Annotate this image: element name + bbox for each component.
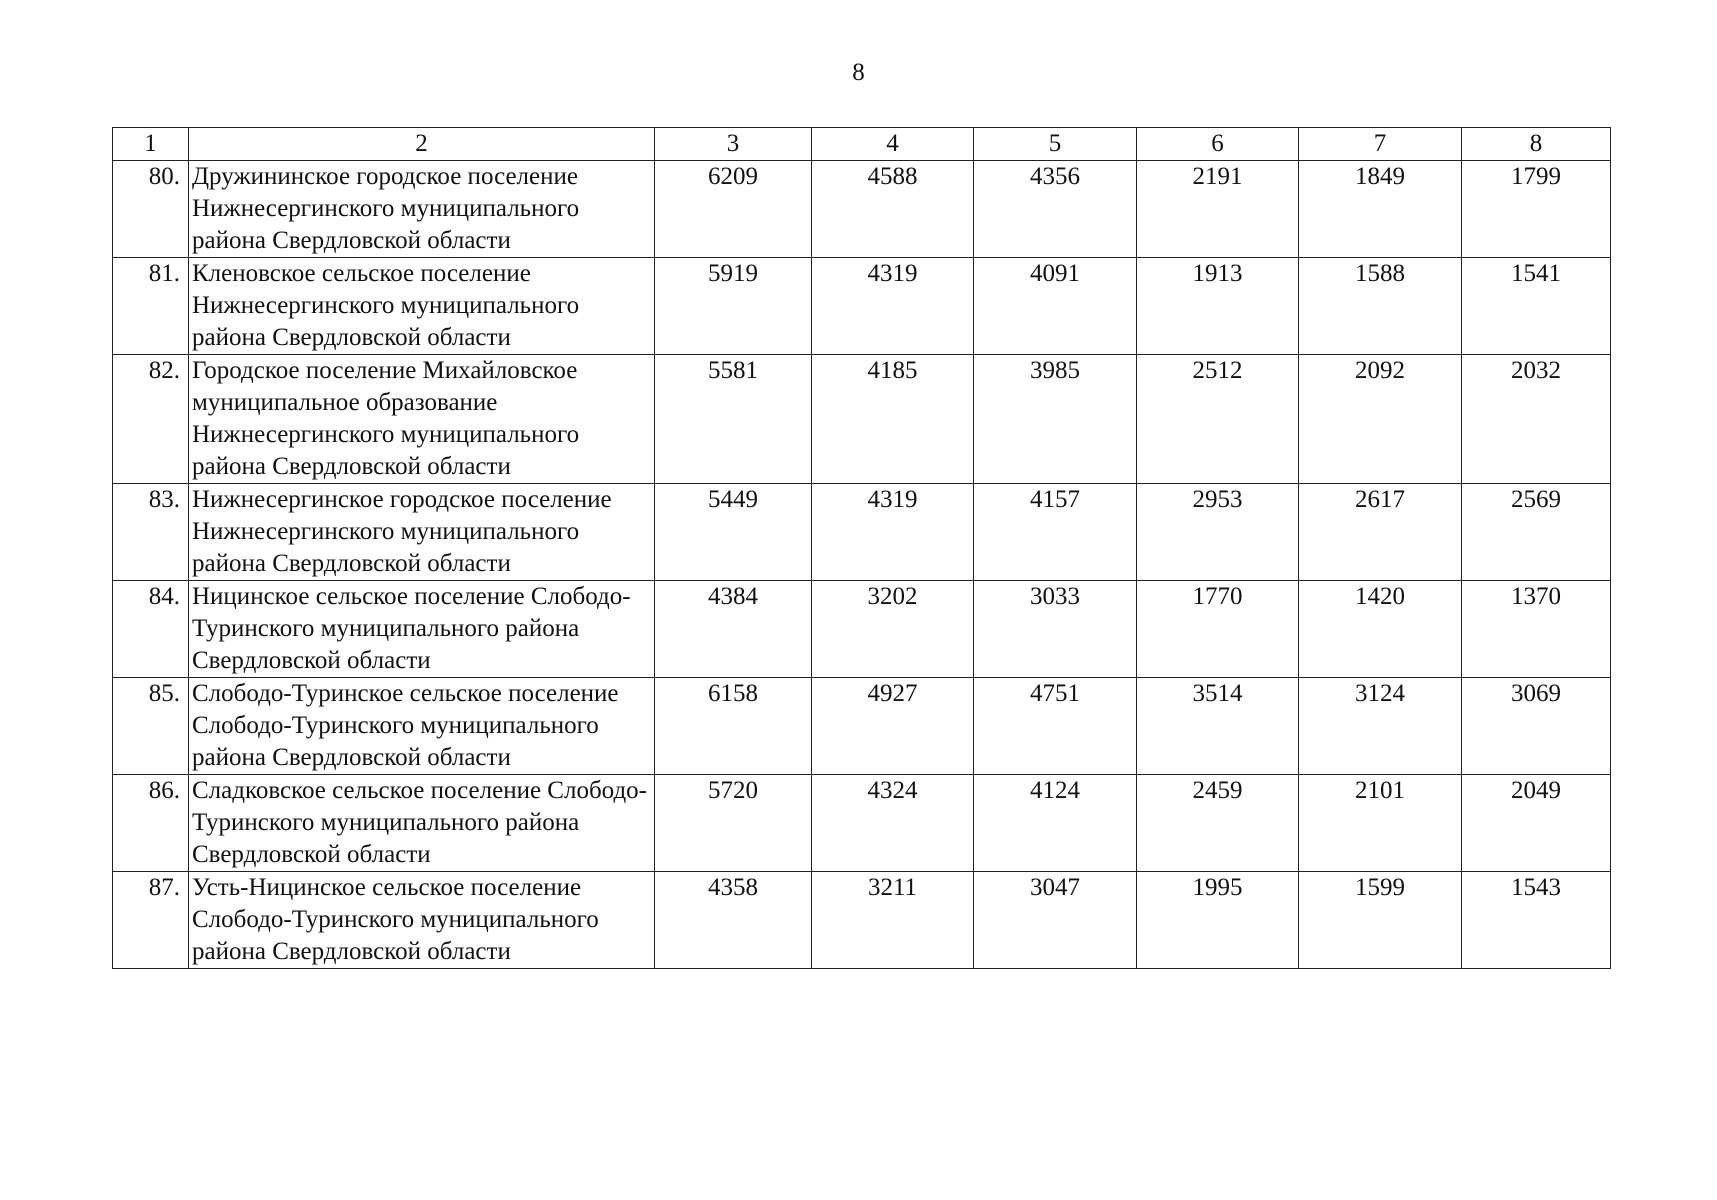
value-cell: 2049	[1462, 775, 1611, 872]
value-cell: 1543	[1462, 872, 1611, 969]
value-cell: 6209	[655, 161, 812, 258]
value-cell: 2191	[1137, 161, 1299, 258]
value-cell: 1588	[1299, 258, 1462, 355]
value-cell: 4124	[974, 775, 1137, 872]
value-cell: 2617	[1299, 484, 1462, 581]
value-cell: 3985	[974, 355, 1137, 484]
value-cell: 1799	[1462, 161, 1611, 258]
value-cell: 2101	[1299, 775, 1462, 872]
value-cell: 3069	[1462, 678, 1611, 775]
value-cell: 1913	[1137, 258, 1299, 355]
value-cell: 1370	[1462, 581, 1611, 678]
settlement-name: Дружининское городское поселение Нижнесергинского муниципального района Свердловской области	[189, 161, 655, 258]
value-cell: 4091	[974, 258, 1137, 355]
value-cell: 4751	[974, 678, 1137, 775]
column-header: 8	[1462, 128, 1611, 161]
value-cell: 1420	[1299, 581, 1462, 678]
settlement-name: Ницинское сельское поселение Слободо-Туринского муниципального района Свердловской области	[189, 581, 655, 678]
value-cell: 4384	[655, 581, 812, 678]
table-row	[113, 775, 1611, 872]
value-cell: 2512	[1137, 355, 1299, 484]
column-header: 3	[655, 128, 812, 161]
column-header: 5	[974, 128, 1137, 161]
column-header: 4	[812, 128, 974, 161]
data-table	[112, 127, 1611, 969]
value-cell: 5581	[655, 355, 812, 484]
value-cell: 1770	[1137, 581, 1299, 678]
value-cell: 4356	[974, 161, 1137, 258]
value-cell: 3047	[974, 872, 1137, 969]
row-number: 86.	[113, 775, 189, 872]
column-header: 2	[189, 128, 655, 161]
settlement-name: Сладковское сельское поселение Слободо-Туринского муниципального района Свердловской области	[189, 775, 655, 872]
value-cell: 5449	[655, 484, 812, 581]
value-cell: 5720	[655, 775, 812, 872]
page-number: 8	[852, 59, 865, 86]
column-header: 6	[1137, 128, 1299, 161]
value-cell: 3033	[974, 581, 1137, 678]
value-cell: 1995	[1137, 872, 1299, 969]
value-cell: 3211	[812, 872, 974, 969]
table-row	[113, 161, 1611, 258]
table-row	[113, 581, 1611, 678]
value-cell: 4157	[974, 484, 1137, 581]
settlement-name: Кленовское сельское поселение Нижнесергинского муниципального района Свердловской области	[189, 258, 655, 355]
header-row	[113, 128, 1611, 161]
value-cell: 2032	[1462, 355, 1611, 484]
value-cell: 1849	[1299, 161, 1462, 258]
table-row	[113, 484, 1611, 581]
value-cell: 4358	[655, 872, 812, 969]
table-row	[113, 872, 1611, 969]
settlement-name: Городское поселение Михайловское муниципальное образование Нижнесергинского муниципального района Свердловской области	[189, 355, 655, 484]
row-number: 81.	[113, 258, 189, 355]
value-cell: 2092	[1299, 355, 1462, 484]
value-cell: 4588	[812, 161, 974, 258]
value-cell: 2459	[1137, 775, 1299, 872]
value-cell: 3124	[1299, 678, 1462, 775]
value-cell: 4324	[812, 775, 974, 872]
row-number: 83.	[113, 484, 189, 581]
row-number: 84.	[113, 581, 189, 678]
row-number: 85.	[113, 678, 189, 775]
value-cell: 4927	[812, 678, 974, 775]
value-cell: 3514	[1137, 678, 1299, 775]
value-cell: 6158	[655, 678, 812, 775]
column-header: 7	[1299, 128, 1462, 161]
table-row	[113, 678, 1611, 775]
row-number: 82.	[113, 355, 189, 484]
settlement-name: Нижнесергинское городское поселение Нижнесергинского муниципального района Свердловской области	[189, 484, 655, 581]
value-cell: 4185	[812, 355, 974, 484]
value-cell: 5919	[655, 258, 812, 355]
value-cell: 4319	[812, 484, 974, 581]
value-cell: 2569	[1462, 484, 1611, 581]
value-cell: 1541	[1462, 258, 1611, 355]
row-number: 87.	[113, 872, 189, 969]
value-cell: 3202	[812, 581, 974, 678]
row-number: 80.	[113, 161, 189, 258]
settlement-name: Усть-Ницинское сельское поселение Слободо-Туринского муниципального района Свердловской области	[189, 872, 655, 969]
table-row	[113, 258, 1611, 355]
column-header: 1	[113, 128, 189, 161]
value-cell: 2953	[1137, 484, 1299, 581]
table-row	[113, 355, 1611, 484]
value-cell: 4319	[812, 258, 974, 355]
value-cell: 1599	[1299, 872, 1462, 969]
settlement-name: Слободо-Туринское сельское поселение Слободо-Туринского муниципального района Свердловской области	[189, 678, 655, 775]
